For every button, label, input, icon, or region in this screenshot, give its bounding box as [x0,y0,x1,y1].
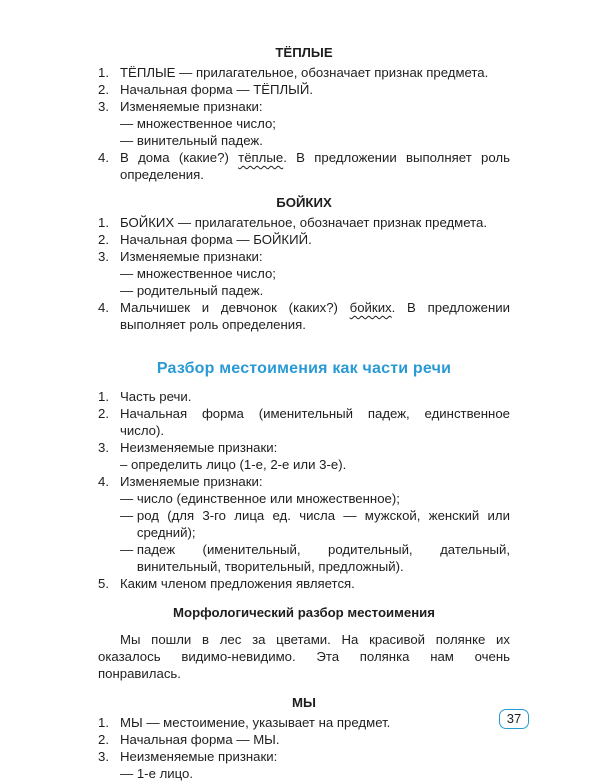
list-item: 3. Изменяемые признаки: [98,99,263,114]
sub-item: — винительный падеж. [120,133,263,148]
section-title-boikikh: БОЙКИХ [276,195,332,210]
list-item: 2. Начальная форма — ТЁПЛЫЙ. [98,82,314,97]
section-title-pronoun-analysis: Разбор местоимения как части речи [156,360,452,377]
list-item: 4. Изменяемые признаки: [98,474,263,489]
sub-item: — родительный падеж. [120,283,264,298]
list-item: 1. ТЁПЛЫЕ — прилагательное, обозначает признак предмета. [98,65,489,80]
sub-item: — множественное число; [120,266,276,281]
underlined-word: бойких [349,300,392,315]
list-item: 2. Начальная форма (именительный падеж, единственное число). [98,406,510,438]
list-item: 2. Начальная форма — МЫ. [98,732,280,747]
list-item: 5. Каким членом предложения является. [98,576,355,591]
sub-item: — род (для 3-го лица ед. числа — мужской, женский или средний); [120,508,510,540]
list-pronoun-analysis [98,388,510,592]
list-item: 1. БОЙКИХ — прилагательное, обозначает признак предмета. [98,215,488,230]
section-title-teplye: ТЁПЛЫЕ [275,45,333,60]
page-number: 37 [499,709,529,729]
section-title-morph-analysis: Морфологический разбор местоимения [173,605,435,620]
list-my [98,714,510,782]
list-item: 4. Мальчишек и девчонок (каких?) бойких. В предложении выполняет роль определения. [98,300,511,332]
page-content [98,40,510,782]
list-item: 2. Начальная форма — БОЙКИЙ. [98,232,312,247]
list-teplye [98,64,510,183]
list-boikikh [98,214,510,333]
example-paragraph: Мы пошли в лес за цветами. На красивой полянке их оказалось видимо-невидимо. Эта полянка нам очень понравилась. [98,632,510,681]
list-item: 4. В дома (какие?) тёплые. В предложении выполняет роль определения. [98,150,510,182]
sub-item: – определить лицо (1-е, 2-е или 3-е). [120,457,347,472]
list-item: 1. Часть речи. [98,389,192,404]
sub-item: — множественное число; [120,116,276,131]
list-item: 1. МЫ — местоимение, указывает на предмет. [98,715,391,730]
list-item: 3. Изменяемые признаки: [98,249,263,264]
section-title-my: МЫ [292,695,316,710]
underlined-word: тёплые [238,150,284,165]
list-item: 3. Неизменяемые признаки: [98,749,278,764]
sub-item: — число (единственное или множественное); [120,491,400,506]
list-item: 3. Неизменяемые признаки: [98,440,278,455]
sub-item: — 1-е лицо. [120,766,194,781]
sub-item: — падеж (именительный, родительный, дательный, винительный, творительный, предложный). [120,542,510,574]
